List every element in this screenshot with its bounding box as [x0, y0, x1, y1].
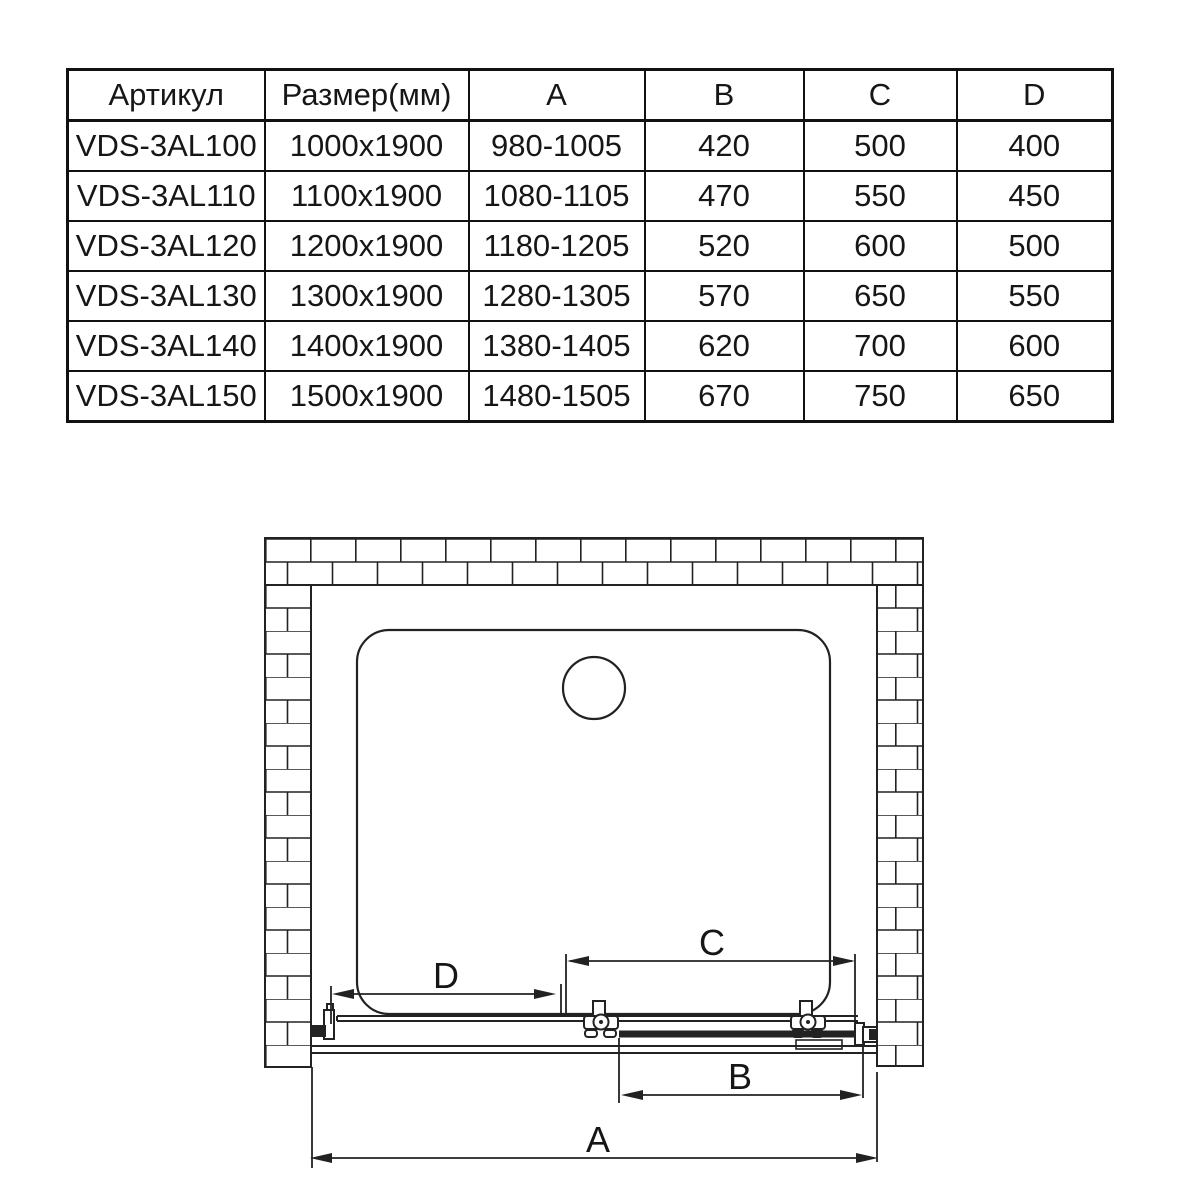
- table-cell: 500: [804, 121, 957, 172]
- table-cell: 700: [804, 321, 957, 371]
- table-cell: 470: [645, 171, 804, 221]
- brick-wall-top: [265, 538, 923, 585]
- table-cell: VDS-3AL140: [68, 321, 265, 371]
- table-cell: 650: [804, 271, 957, 321]
- col-header-d: D: [957, 70, 1113, 121]
- brick-wall-left: [265, 585, 311, 1067]
- table-cell: 520: [645, 221, 804, 271]
- table-cell: 1280-1305: [469, 271, 645, 321]
- table-cell: 670: [645, 371, 804, 422]
- col-header-b: B: [645, 70, 804, 121]
- col-header-c: C: [804, 70, 957, 121]
- table-cell: 1000x1900: [265, 121, 469, 172]
- brick-wall-right: [877, 585, 923, 1066]
- table-cell: VDS-3AL130: [68, 271, 265, 321]
- table-cell: 650: [957, 371, 1113, 422]
- table-cell: VDS-3AL110: [68, 171, 265, 221]
- table-cell: VDS-3AL100: [68, 121, 265, 172]
- dim-label-c: C: [699, 922, 725, 963]
- table-cell: 750: [804, 371, 957, 422]
- col-header-size: Размер(мм): [265, 70, 469, 121]
- table-cell: 1500x1900: [265, 371, 469, 422]
- dim-label-d: D: [433, 955, 459, 996]
- table-cell: 570: [645, 271, 804, 321]
- table-cell: VDS-3AL150: [68, 371, 265, 422]
- dim-label-a: A: [585, 1119, 611, 1160]
- table-cell: VDS-3AL120: [68, 221, 265, 271]
- dim-label-b: B: [727, 1056, 753, 1097]
- table-cell: 500: [957, 221, 1113, 271]
- table-cell: 1080-1105: [469, 171, 645, 221]
- table-cell: 400: [957, 121, 1113, 172]
- col-header-article: Артикул: [68, 70, 265, 121]
- table-cell: 1180-1205: [469, 221, 645, 271]
- table-cell: 1400x1900: [265, 321, 469, 371]
- table-cell: 600: [804, 221, 957, 271]
- col-header-a: A: [469, 70, 645, 121]
- table-cell: 980-1005: [469, 121, 645, 172]
- table-cell: 550: [804, 171, 957, 221]
- bottom-sill: [311, 1046, 877, 1053]
- table-cell: 1200x1900: [265, 221, 469, 271]
- drain-circle: [563, 657, 625, 719]
- table-cell: 550: [957, 271, 1113, 321]
- table-cell: 1380-1405: [469, 321, 645, 371]
- table-cell: 420: [645, 121, 804, 172]
- table-cell: 1480-1505: [469, 371, 645, 422]
- right-wall-profile: [855, 1023, 877, 1045]
- table-cell: 620: [645, 321, 804, 371]
- table-cell: 1100x1900: [265, 171, 469, 221]
- table-cell: 600: [957, 321, 1113, 371]
- table-cell: 450: [957, 171, 1113, 221]
- table-cell: 1300x1900: [265, 271, 469, 321]
